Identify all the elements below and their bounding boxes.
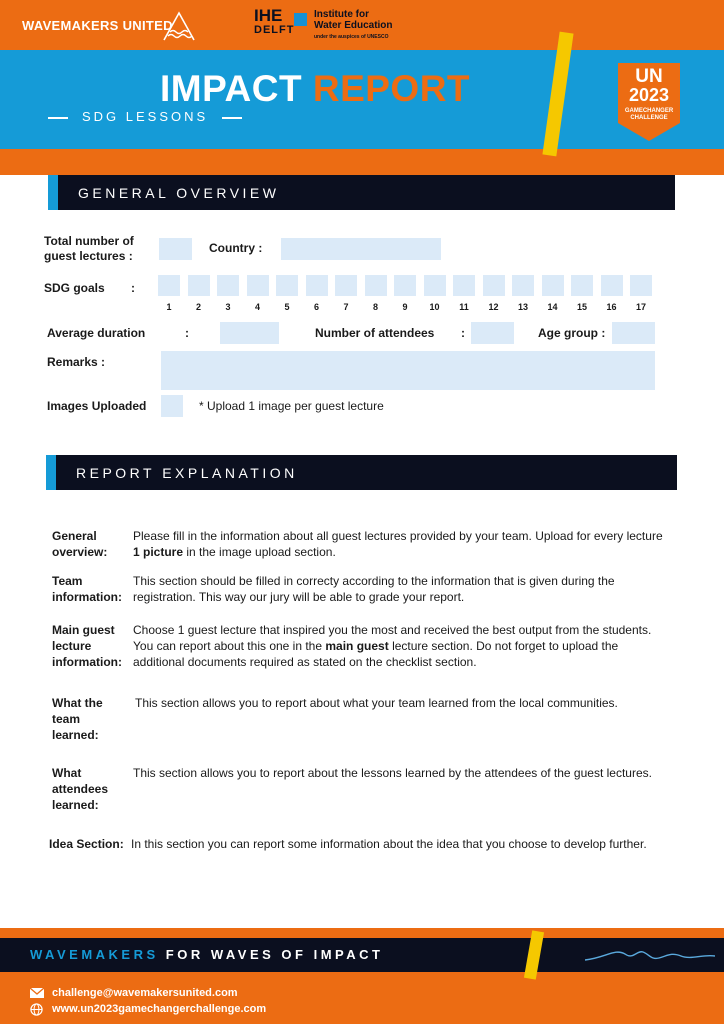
age-group-label: Age group : xyxy=(538,326,606,340)
globe-icon xyxy=(30,1003,43,1016)
average-duration-field[interactable] xyxy=(220,322,279,344)
sdg-goal-box[interactable] xyxy=(424,275,446,296)
footer-top-stripe xyxy=(0,928,724,938)
attendees-label: Number of attendees xyxy=(315,326,435,340)
sdg-goal-number: 3 xyxy=(225,302,231,312)
partner-logo-square-icon xyxy=(294,13,307,26)
sdg-goal-number: 16 xyxy=(606,302,617,312)
footer-website[interactable]: www.un2023gamechangerchallenge.com xyxy=(52,1003,267,1015)
total-lectures-field[interactable] xyxy=(159,238,192,260)
remarks-field[interactable] xyxy=(161,351,655,390)
partner-logo-text: IHE DELFT xyxy=(254,6,295,36)
explanation-term: What attendees learned: xyxy=(52,766,109,812)
page-subtitle: SDG LESSONS xyxy=(48,109,242,124)
badge-line-3-4: GAMECHANGER CHALLENGE xyxy=(624,108,674,121)
sdg-goal-box[interactable] xyxy=(217,275,239,296)
explanation-term: Idea Section: xyxy=(49,837,124,851)
sdg-goal-box[interactable] xyxy=(542,275,564,296)
explanation-heading: REPORT EXPLANATION xyxy=(56,455,677,490)
sdg-goal-number: 17 xyxy=(635,302,646,312)
average-duration-label: Average duration xyxy=(47,326,146,340)
sdg-goal-box[interactable] xyxy=(306,275,328,296)
sdg-goal-number: 6 xyxy=(313,302,319,312)
sdg-goals-label: SDG goals xyxy=(44,281,105,295)
country-field[interactable] xyxy=(281,238,441,260)
badge-line-1: UN xyxy=(635,66,663,87)
sdg-goal-number: 7 xyxy=(343,302,349,312)
explanation-term: General overview: xyxy=(52,529,108,559)
explanation-description: This section should be filled in correcty according to the information that is given during the registration. This way our jury will be able to grade your report. xyxy=(133,574,615,604)
sdg-goal-number: 12 xyxy=(488,302,499,312)
badge-line-2: 2023 xyxy=(628,85,670,105)
sdg-goal-number: 1 xyxy=(166,302,172,312)
sdg-goal-box[interactable] xyxy=(512,275,534,296)
sdg-goal-box[interactable] xyxy=(188,275,210,296)
sdg-goals-colon: : xyxy=(131,281,135,295)
explanation-description: This section allows you to report about the lessons learned by the attendees of the guest lectures. xyxy=(133,766,652,780)
sdg-goal-box[interactable] xyxy=(453,275,475,296)
sdg-goal-box[interactable] xyxy=(483,275,505,296)
explanation-term: Team information: xyxy=(52,574,122,604)
explanation-description: This section allows you to report about what your team learned from the local communities. xyxy=(135,696,618,710)
sdg-goal-number: 13 xyxy=(517,302,528,312)
images-upload-note: * Upload 1 image per guest lecture xyxy=(199,399,384,413)
sdg-goal-number: 11 xyxy=(459,302,469,312)
overview-heading: GENERAL OVERVIEW xyxy=(58,175,675,210)
overview-heading-accent xyxy=(48,175,58,210)
footer-wave-decoration-icon xyxy=(585,940,715,968)
explanation-term: Main guest lecture information: xyxy=(52,623,122,669)
age-group-field[interactable] xyxy=(612,322,655,344)
partner-tagline: under the auspices of UNESCO xyxy=(314,34,389,40)
email-icon xyxy=(30,988,44,998)
sdg-goal-number: 15 xyxy=(576,302,587,312)
sdg-goal-box[interactable] xyxy=(571,275,593,296)
attendees-colon: : xyxy=(461,326,465,340)
explanation-description: In this section you can report some information about the idea that you choose to develop further. xyxy=(131,837,647,851)
footer-email[interactable]: challenge@wavemakersunited.com xyxy=(52,987,238,999)
sdg-goal-box[interactable] xyxy=(394,275,416,296)
average-duration-colon: : xyxy=(185,326,189,340)
attendees-field[interactable] xyxy=(471,322,514,344)
sdg-goal-number: 8 xyxy=(372,302,378,312)
sdg-goal-number: 10 xyxy=(429,302,440,312)
footer-tagline: WAVEMAKERS FOR WAVES OF IMPACT xyxy=(30,947,384,962)
sdg-goal-box[interactable] xyxy=(158,275,180,296)
explanation-term: What the team learned: xyxy=(52,696,103,742)
sdg-goal-number: 14 xyxy=(547,302,558,312)
images-uploaded-label: Images Uploaded xyxy=(47,399,147,413)
remarks-label: Remarks : xyxy=(47,355,106,369)
sdg-goal-box[interactable] xyxy=(630,275,652,296)
explanation-description: Choose 1 guest lecture that inspired you the most and received the best output from the students. You can report about this one in the main guest lecture section. Do not forget to upload the additional documents required as stated on the checklist section. xyxy=(133,623,652,669)
sdg-goal-number: 4 xyxy=(254,302,260,312)
country-label: Country : xyxy=(209,241,263,255)
accent-band xyxy=(0,149,724,175)
un-challenge-badge xyxy=(618,63,680,141)
total-lectures-label: Total number of guest lectures : xyxy=(44,234,134,263)
partner-name: Institute for Water Education xyxy=(314,9,393,31)
sdg-goal-number: 9 xyxy=(402,302,408,312)
sdg-goal-box[interactable] xyxy=(247,275,269,296)
page-title: IMPACT REPORT xyxy=(160,68,471,109)
brand-name: WAVEMAKERS UNITED xyxy=(22,18,173,33)
sdg-goal-box[interactable] xyxy=(601,275,623,296)
explanation-description: Please fill in the information about all guest lectures provided by your team. Upload for every lecture 1 picture in the image upload section. xyxy=(133,529,663,559)
sdg-goal-box[interactable] xyxy=(276,275,298,296)
sdg-goal-box[interactable] xyxy=(335,275,357,296)
sdg-goal-box[interactable] xyxy=(365,275,387,296)
explanation-heading-accent xyxy=(46,455,56,490)
images-uploaded-field[interactable] xyxy=(161,395,183,417)
sdg-goal-number: 5 xyxy=(284,302,290,312)
wave-mountain-logo-icon xyxy=(162,10,196,42)
sdg-goal-number: 2 xyxy=(195,302,201,312)
